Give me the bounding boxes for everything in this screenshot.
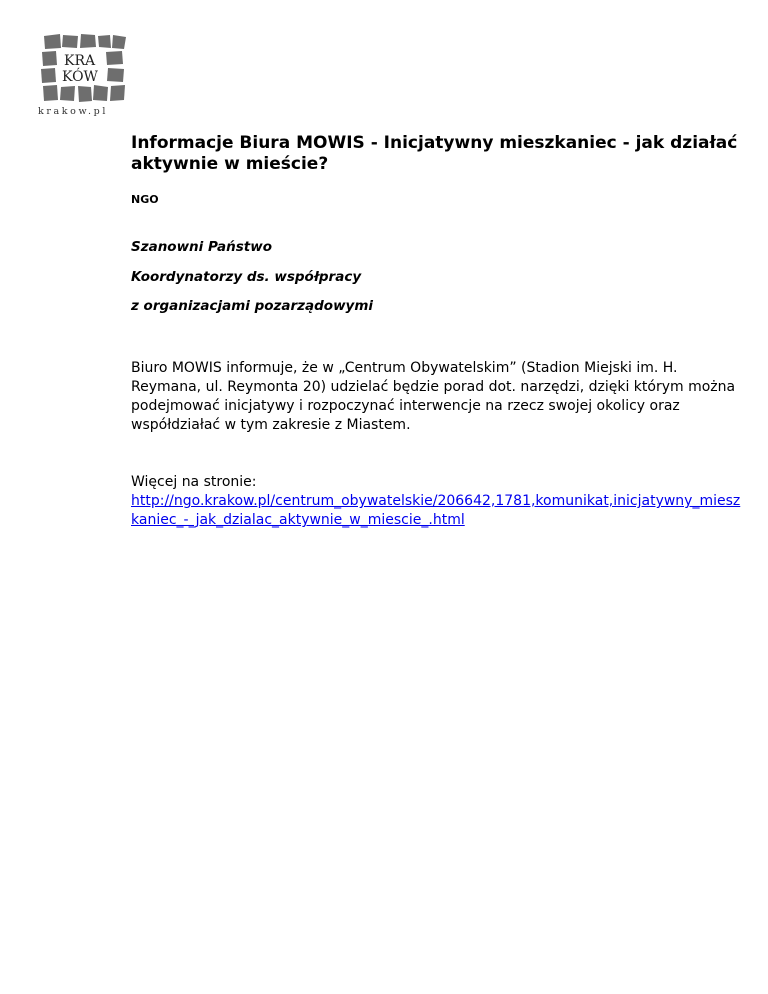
salutation-line-3: z organizacjami pozarządowymi [131, 298, 374, 314]
salutation-line-1: Szanowni Państwo [131, 239, 272, 255]
logo-text-kow: KÓW [62, 69, 98, 85]
article-category: NGO [131, 193, 159, 206]
logo-text-kra: KRA [64, 53, 96, 69]
salutation-line-2: Koordynatorzy ds. współpracy [131, 269, 362, 285]
article [131, 133, 751, 530]
krakow-logo-mosaic [38, 30, 128, 106]
logo-caption: krakow.pl [38, 106, 108, 117]
article-body: Biuro MOWIS informuje, że w „Centrum Obywatelskim” (Stadion Miejski im. H. Reymana, ul. Reymonta 20) udzielać będzie porad dot. narzędzi, dzięki którym można podejmować inicjatywy i rozpoczynać interwencje na rzecz swojej okolicy oraz współdziałać w tym zakresie z Miastem. [131, 360, 736, 433]
article-title: Informacje Biura MOWIS - Inicjatywny mieszkaniec - jak działać aktywnie w mieście? [131, 133, 738, 174]
more-info-link[interactable]: http://ngo.krakow.pl/centrum_obywatelskie/206642,1781,komunikat,inicjatywny_mieszkaniec_-_jak_dzialac_aktywnie_w_miescie_.html [131, 493, 741, 528]
more-info-label: Więcej na stronie: [131, 474, 257, 490]
krakow-logo [38, 30, 128, 122]
